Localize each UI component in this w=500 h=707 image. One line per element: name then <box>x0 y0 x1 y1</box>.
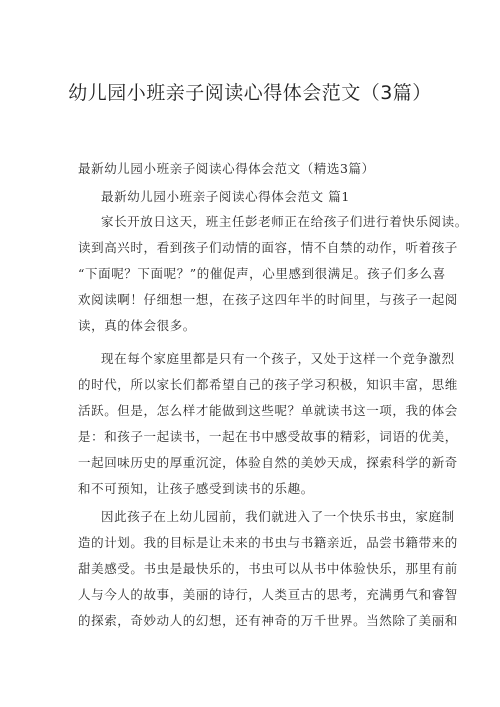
document-title: 幼儿园小班亲子阅读心得体会范文（3篇） <box>68 82 432 104</box>
paragraph-line: 欢阅读啊！仔细想一想，在孩子这四年半的时间里，与孩子一起阅 <box>78 292 458 307</box>
paragraph-line: 活跃。但是，怎么样才能做到这些呢？单就读书这一项，我的体会 <box>78 403 458 418</box>
paragraph-line: 的时代，所以家长们都希望自己的孩子学习积极，知识丰富，思维 <box>78 377 458 392</box>
paragraph-line: 的探索，奇妙动人的幻想，还有神奇的万千世界。当然除了美丽和 <box>78 613 458 628</box>
document-subtitle: 最新幼儿园小班亲子阅读心得体会范文（精选3篇） <box>78 161 375 176</box>
paragraph-line: 甜美感受。书虫是最快乐的，书虫可以从书中体验快乐，那里有前 <box>78 561 458 576</box>
paragraph-line: 读，真的体会很多。 <box>78 318 196 333</box>
paragraph-line: 读到高兴时，看到孩子们动情的面容，情不自禁的动作，听着孩子 <box>78 240 458 255</box>
section-heading: 最新幼儿园小班亲子阅读心得体会范文 篇1 <box>101 189 350 204</box>
paragraph-line: 现在每个家庭里都是只有一个孩子，又处于这样一个竞争激烈 <box>101 351 455 366</box>
paragraph-line: 和不可预知，让孩子感受到读书的乐趣。 <box>78 481 314 496</box>
paragraph-line: 人与今人的故事，美丽的诗行，人类亘古的思考，充满勇气和睿智 <box>78 587 458 602</box>
paragraph-line: 一起回味历史的厚重沉淀，体验自然的美妙天成，探索科学的新奇 <box>78 455 458 470</box>
paragraph-line: “下面呢？下面呢？”的催促声，心里感到很满足。孩子们多么喜 <box>78 266 446 281</box>
paragraph-line: 家长开放日这天，班主任彭老师正在给孩子们进行着快乐阅读。 <box>101 214 468 229</box>
paragraph-line: 因此孩子在上幼儿园前，我们就进入了一个快乐书虫，家庭制 <box>101 509 455 524</box>
paragraph-line: 是：和孩子一起读书，一起在书中感受故事的精彩，词语的优美， <box>78 429 458 444</box>
paragraph-line: 造的计划。我的目标是让未来的书虫与书籍亲近，品尝书籍带来的 <box>78 535 458 550</box>
